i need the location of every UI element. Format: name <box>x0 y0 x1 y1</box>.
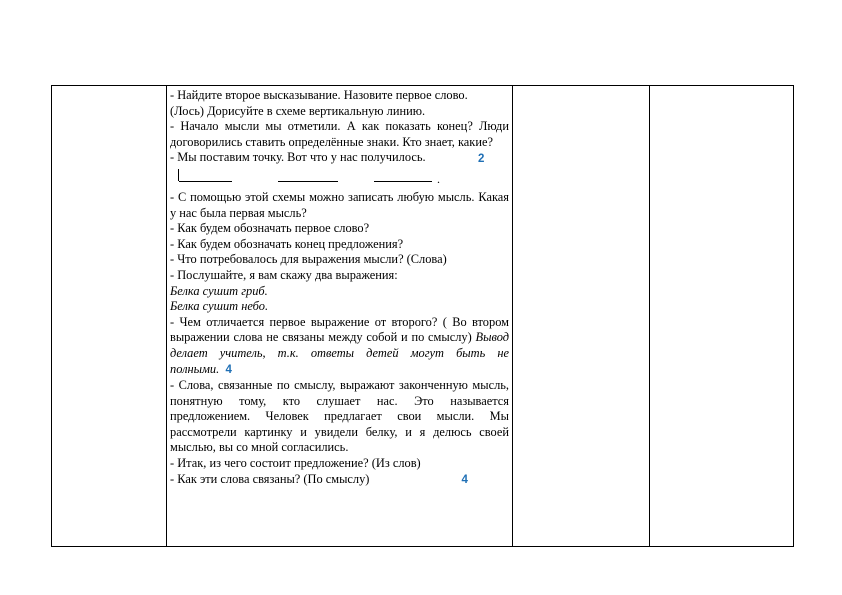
text-line: - Найдите второе высказывание. Назовите первое слово. <box>170 88 468 102</box>
example-sentence: Белка сушит гриб. <box>170 283 268 298</box>
text-line: - Мы поставим точку. Вот что у нас получилось. <box>170 150 426 165</box>
column-divider <box>512 86 513 546</box>
scheme-start-bar <box>178 169 179 181</box>
text-paragraph <box>170 315 509 378</box>
number-marker: 4 <box>461 473 468 486</box>
text-paragraph: - Слова, связанные по смыслу, выражают законченную мысль, понятную тому, кто слушает нас. Это называется предложением. Человек предлагает свои мысли. Мы рассмотрели картинку и увидели белку, и я делюсь своей мыслью, вы со мной согласились. <box>170 378 509 455</box>
scheme-word-line <box>374 181 432 182</box>
text-line: - С помощью этой схемы можно записать любую мысль. Какая у нас была первая мысль? <box>170 189 509 220</box>
text-line: - Чем отличается первое выражение от второго? ( Во втором выражении слова не связаны между собой и по смыслу) <box>170 314 509 345</box>
column-divider <box>649 86 650 546</box>
text-line: - Что потребовалось для выражения мысли? (Слова) <box>170 252 447 267</box>
text-line: - Начало мысли мы отметили. А как показать конец? Люди договорились ставить определённые знаки. Кто знает, какие? <box>170 119 509 149</box>
text-paragraph <box>170 472 509 489</box>
example-sentence: Белка сушит небо. <box>170 299 269 314</box>
text-line: - Как эти слова связаны? (По смыслу) <box>170 471 370 486</box>
text-line: (Лось) Дорисуйте в схеме вертикальную линию. <box>170 103 426 118</box>
number-marker: 4 <box>225 363 232 376</box>
text-line: - Как будем обозначать первое слово? <box>170 221 370 236</box>
scheme-word-line <box>179 181 232 182</box>
text-line: - Итак, из чего состоит предложение? (Из слов) <box>170 456 421 471</box>
lesson-table <box>51 85 794 547</box>
scheme-word-line <box>278 181 338 182</box>
text-line: - Послушайте, я вам скажу два выражения: <box>170 267 398 282</box>
text-line: - Как будем обозначать конец предложения? <box>170 236 404 251</box>
scheme-end-mark: . <box>437 171 440 186</box>
teacher-note: Вывод делает учитель, т.к. ответы детей могут быть не полными. <box>170 330 509 376</box>
column-divider <box>166 86 167 546</box>
teacher-activity-cell <box>170 88 509 488</box>
number-marker: 2 <box>478 152 485 165</box>
